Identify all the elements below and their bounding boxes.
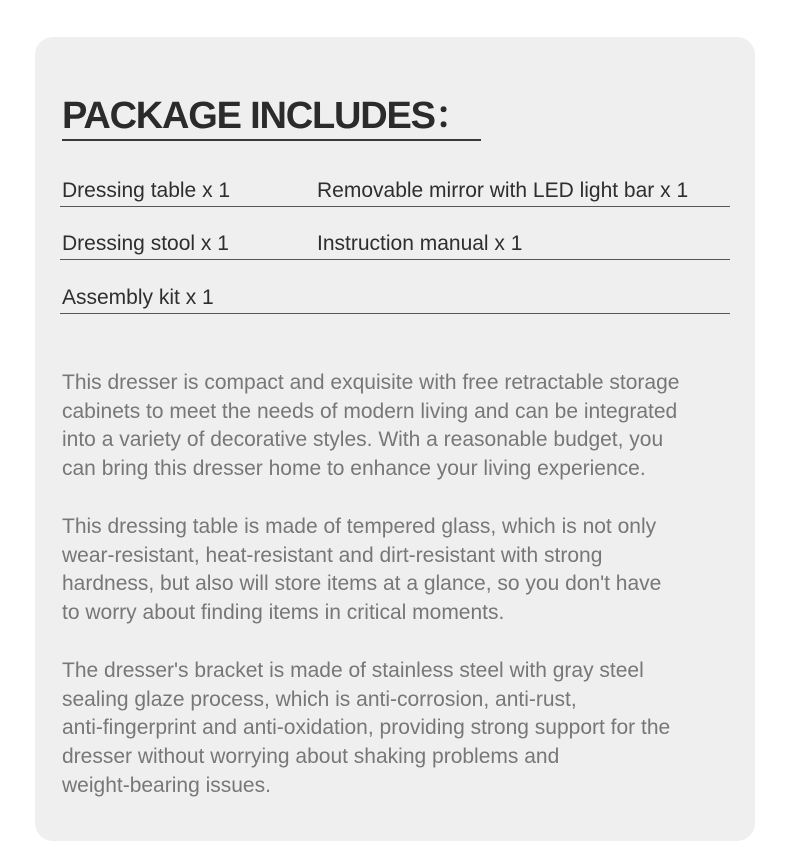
- text-line: can bring this dresser home to enhance your living experience.: [62, 457, 646, 481]
- text-line: into a variety of decorative styles. With a reasonable budget, you: [62, 428, 664, 452]
- package-title: PACKAGE INCLUDES：: [62, 95, 472, 137]
- text-line: wear-resistant, heat-resistant and dirt-resistant with strong: [62, 543, 603, 567]
- text-line: weight-bearing issues.: [62, 773, 271, 797]
- text-line: to worry about finding items in critical moments.: [62, 601, 505, 625]
- package-item: Removable mirror with LED light bar x 1: [317, 179, 689, 202]
- text-line: dresser without worrying about shaking problems and: [62, 745, 560, 769]
- text-line: This dressing table is made of tempered glass, which is not only: [62, 515, 657, 538]
- description-paragraph-3: [62, 657, 752, 801]
- text-line: The dresser's bracket is made of stainless steel with gray steel: [62, 659, 644, 682]
- text-line: hardness, but also will store items at a glance, so you don't have: [62, 572, 662, 596]
- package-item: Instruction manual x 1: [317, 232, 523, 255]
- package-item: Dressing table x 1: [62, 179, 231, 202]
- package-row: [62, 284, 730, 312]
- description-paragraph-2: [62, 513, 752, 628]
- description-paragraph-1: [62, 369, 752, 484]
- text-line: anti-fingerprint and anti-oxidation, providing strong support for the: [62, 716, 671, 740]
- package-item: Assembly kit x 1: [62, 286, 214, 309]
- row-divider: [60, 206, 730, 207]
- row-divider: [60, 313, 730, 314]
- text-line: This dresser is compact and exquisite with free retractable storage: [62, 371, 680, 394]
- package-row: [62, 177, 730, 205]
- package-item: Dressing stool x 1: [62, 232, 229, 255]
- title-underline: [62, 139, 481, 141]
- row-divider: [60, 259, 730, 260]
- package-row: [62, 230, 730, 258]
- text-line: cabinets to meet the needs of modern living and can be integrated: [62, 399, 678, 423]
- text-line: sealing glaze process, which is anti-corrosion, anti-rust,: [62, 687, 577, 711]
